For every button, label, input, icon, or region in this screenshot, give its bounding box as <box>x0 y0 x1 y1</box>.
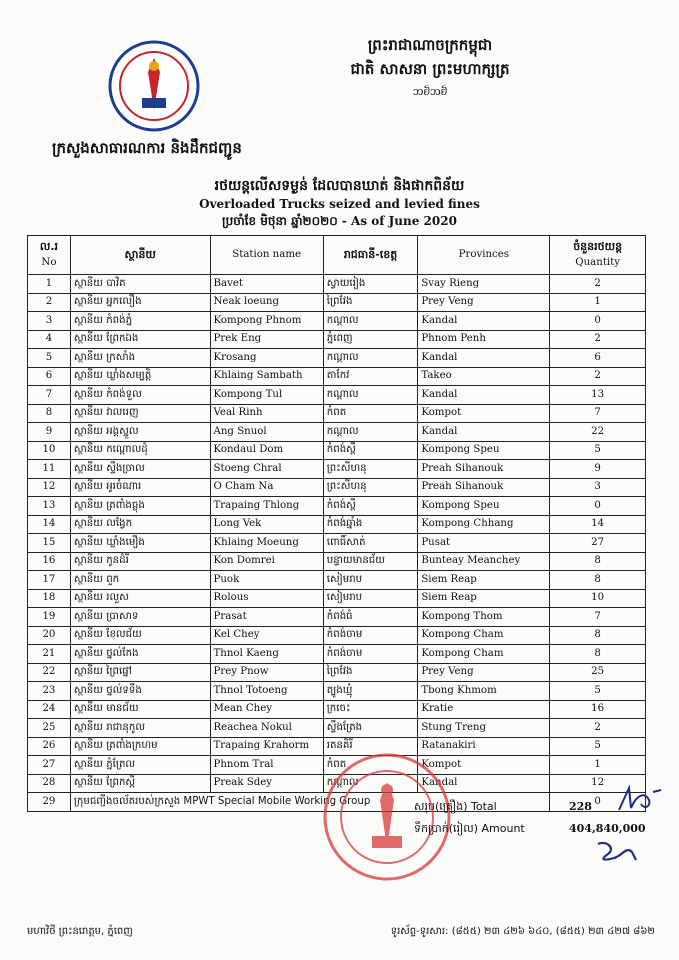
total-value: 228 <box>569 800 592 813</box>
quantity-cell: 8 <box>550 552 646 571</box>
province-en-cell: Kandal <box>418 423 550 442</box>
row-no: 18 <box>28 589 71 608</box>
station-kh-cell: ស្ថានីយ ឃ្លាំងសម្បត្តិ <box>70 367 210 386</box>
table-row <box>28 626 646 645</box>
station-en-cell: Khlaing Moeung <box>210 534 323 553</box>
station-kh-cell: ស្ថានីយ ពួក <box>70 571 210 590</box>
station-kh-cell: ស្ថានីយ ឃ្លាំងមឿង <box>70 534 210 553</box>
table-row <box>28 386 646 405</box>
province-en-cell: Kompong Speu <box>418 441 550 460</box>
province-kh-cell: សៀមរាប <box>323 571 418 590</box>
row-no: 2 <box>28 293 71 312</box>
table-row <box>28 719 646 738</box>
quantity-cell: 27 <box>550 534 646 553</box>
province-kh-cell: កណ្តាល <box>323 423 418 442</box>
station-kh-cell: ស្ថានីយ កំពង់ភ្នំ <box>70 312 210 331</box>
footer-address: មហាវិថី ព្រះនរោត្តម, ភ្នំពេញ <box>27 926 133 937</box>
station-en-cell: Veal Rinh <box>210 404 323 423</box>
row-no: 6 <box>28 367 71 386</box>
province-kh-cell: កំពង់ស្ពឺ <box>323 497 418 516</box>
province-kh-cell: បន្ទាយមានជ័យ <box>323 552 418 571</box>
station-en-cell: Reachea Nokul <box>210 719 323 738</box>
mobile-group-cell: ក្រុមជញ្ជីងចល័តរបស់ក្រសួង MPWT Special Mobile Working Group <box>70 793 549 812</box>
station-kh-cell: ស្ថានីយ ព្រែកស្តី <box>70 774 210 793</box>
row-no: 21 <box>28 645 71 664</box>
ministry-name: ក្រសួងសាធារណការ និងដឹកជញ្ជូន <box>52 139 242 157</box>
province-en-cell: Kompong Cham <box>418 645 550 664</box>
station-en-cell: Kondaul Dom <box>210 441 323 460</box>
table-row <box>28 663 646 682</box>
station-en-cell: Prasat <box>210 608 323 627</box>
row-no: 12 <box>28 478 71 497</box>
amount-row <box>414 818 654 840</box>
station-kh-cell: ស្ថានីយ មានជ័យ <box>70 700 210 719</box>
row-no: 8 <box>28 404 71 423</box>
station-en-cell: Phnom Tral <box>210 756 323 775</box>
station-en-cell: Prey Pnow <box>210 663 323 682</box>
quantity-cell: 1 <box>550 756 646 775</box>
province-kh-cell: រតនគិរី <box>323 737 418 756</box>
province-en-cell: Svay Rieng <box>418 275 550 294</box>
station-en-cell: Thnol Kaeng <box>210 645 323 664</box>
province-en-cell: Preah Sihanouk <box>418 478 550 497</box>
footer-phone: ទូរស័ព្ទ-ទូរសារ: (៨៥៥) ២៣ ៤២៦ ៦៤០, (៨៥៥) ២៣ ៤២៧ ៨៦២ <box>390 926 655 937</box>
row-no: 10 <box>28 441 71 460</box>
quantity-cell: 2 <box>550 367 646 386</box>
station-en-cell: O Cham Na <box>210 478 323 497</box>
province-en-cell: Kompong Thom <box>418 608 550 627</box>
quantity-cell: 2 <box>550 719 646 738</box>
station-kh-cell: ស្ថានីយ កូនដំរី <box>70 552 210 571</box>
row-no: 13 <box>28 497 71 516</box>
header-station-en: Station name <box>210 236 323 275</box>
station-kh-cell: ស្ថានីយ អង្គស្នួល <box>70 423 210 442</box>
quantity-cell: 7 <box>550 608 646 627</box>
quantity-cell: 12 <box>550 774 646 793</box>
header-station-kh: ស្ថានីយ <box>70 236 210 275</box>
province-en-cell: Kompot <box>418 756 550 775</box>
province-kh-cell: កំពង់ធំ <box>323 608 418 627</box>
station-kh-cell: ស្ថានីយ ស្ទឹងច្រាល <box>70 460 210 479</box>
province-en-cell: Kompong Chhang <box>418 515 550 534</box>
station-kh-cell: ស្ថានីយ អូរចំណារ <box>70 478 210 497</box>
station-en-cell: Trapaing Krahorm <box>210 737 323 756</box>
row-no: 22 <box>28 663 71 682</box>
station-kh-cell: ស្ថានីយ រាជានុកូល <box>70 719 210 738</box>
station-en-cell: Long Vek <box>210 515 323 534</box>
province-kh-cell: កណ្តាល <box>323 386 418 405</box>
row-no: 9 <box>28 423 71 442</box>
table-row <box>28 423 646 442</box>
province-en-cell: Bunteay Meanchey <box>418 552 550 571</box>
province-en-cell: Stung Treng <box>418 719 550 738</box>
province-kh-cell: កំពត <box>323 404 418 423</box>
table-row <box>28 515 646 534</box>
station-kh-cell: ស្ថានីយ កំពង់ទួល <box>70 386 210 405</box>
province-kh-cell: ព្រៃវែង <box>323 663 418 682</box>
row-no: 23 <box>28 682 71 701</box>
station-en-cell: Krosang <box>210 349 323 368</box>
province-kh-cell: តាកែវ <box>323 367 418 386</box>
table-row <box>28 330 646 349</box>
station-kh-cell: ស្ថានីយ ព្រៃផ្នៅ <box>70 663 210 682</box>
table-row <box>28 552 646 571</box>
province-kh-cell: ព្រះសីហនុ <box>323 460 418 479</box>
table-row <box>28 645 646 664</box>
province-kh-cell: សៀមរាប <box>323 589 418 608</box>
quantity-cell: 5 <box>550 441 646 460</box>
station-kh-cell: ស្ថានីយ ប្រាសាទ <box>70 608 210 627</box>
station-en-cell: Ang Snuol <box>210 423 323 442</box>
province-en-cell: Kandal <box>418 774 550 793</box>
quantity-cell: 14 <box>550 515 646 534</box>
station-en-cell: Kon Domrei <box>210 552 323 571</box>
report-period: ប្រចាំខែ មិថុនា ឆ្នាំ២០២០ - As of June 2020 <box>222 214 457 228</box>
table-row <box>28 497 646 516</box>
station-en-cell: Khlaing Sambath <box>210 367 323 386</box>
quantity-cell: 8 <box>550 571 646 590</box>
row-no: 19 <box>28 608 71 627</box>
station-kh-cell: ស្ថានីយ ភ្នំត្រែល <box>70 756 210 775</box>
row-no: 27 <box>28 756 71 775</box>
station-kh-cell: ស្ថានីយ ខែលជ័យ <box>70 626 210 645</box>
province-en-cell: Kandal <box>418 386 550 405</box>
province-en-cell: Kompong Speu <box>418 497 550 516</box>
table-row <box>28 460 646 479</box>
table-row <box>28 608 646 627</box>
station-en-cell: Stoeng Chral <box>210 460 323 479</box>
province-kh-cell: ព្រៃវែង <box>323 293 418 312</box>
station-en-cell: Preak Sdey <box>210 774 323 793</box>
province-kh-cell: កំពង់ចាម <box>323 626 418 645</box>
province-kh-cell: កំពង់ឆ្នាំង <box>323 515 418 534</box>
quantity-cell: 16 <box>550 700 646 719</box>
station-en-cell: Trapaing Thlong <box>210 497 323 516</box>
table-row <box>28 367 646 386</box>
trucks-table <box>27 235 646 812</box>
national-motto: ជាតិ សាសនា ព្រះមហាក្សត្រ <box>350 60 510 78</box>
province-kh-cell: ពោធិ៍សាត់ <box>323 534 418 553</box>
station-kh-cell: ស្ថានីយ កណ្តោលដុំ <box>70 441 210 460</box>
quantity-cell: 25 <box>550 663 646 682</box>
table-header-row <box>28 236 646 275</box>
province-en-cell: Kratie <box>418 700 550 719</box>
amount-value: 404,840,000 <box>569 822 646 835</box>
quantity-cell: 8 <box>550 645 646 664</box>
quantity-cell: 8 <box>550 626 646 645</box>
station-kh-cell: ស្ថានីយ ត្រពាំងក្រហម <box>70 737 210 756</box>
header-province-en: Provinces <box>418 236 550 275</box>
row-no: 26 <box>28 737 71 756</box>
province-en-cell: Phnom Penh <box>418 330 550 349</box>
table-row <box>28 312 646 331</box>
station-en-cell: Kompong Tul <box>210 386 323 405</box>
report-title-khmer: រថយន្តលើសទម្ងន់ ដែលបានឃាត់ និងផាកពិន័យ <box>214 178 465 194</box>
station-en-cell: Neak loeung <box>210 293 323 312</box>
table-row <box>28 293 646 312</box>
row-no: 14 <box>28 515 71 534</box>
province-en-cell: Tbong Khmom <box>418 682 550 701</box>
table-row <box>28 478 646 497</box>
row-no: 29 <box>28 793 71 812</box>
kingdom-title: ព្រះរាជាណាចក្រកម្ពុជា <box>367 36 493 54</box>
report-title-english: Overloaded Trucks seized and levied fines <box>199 197 480 211</box>
station-kh-cell: ស្ថានីយ បាវិត <box>70 275 210 294</box>
table-row <box>28 534 646 553</box>
quantity-cell: 0 <box>550 497 646 516</box>
province-kh-cell: កំពត <box>323 756 418 775</box>
table-row <box>28 275 646 294</box>
row-no: 17 <box>28 571 71 590</box>
row-no: 20 <box>28 626 71 645</box>
station-kh-cell: ស្ថានីយ ព្រែកឯង <box>70 330 210 349</box>
station-kh-cell: ស្ថានីយ ថ្នល់កែង <box>70 645 210 664</box>
row-no: 4 <box>28 330 71 349</box>
station-en-cell: Prek Eng <box>210 330 323 349</box>
row-no: 15 <box>28 534 71 553</box>
signature-initial <box>592 838 642 864</box>
row-no: 3 <box>28 312 71 331</box>
station-kh-cell: ស្ថានីយ ក្រសាំង <box>70 349 210 368</box>
station-kh-cell: ស្ថានីយ ត្រពាំងធ្លុង <box>70 497 210 516</box>
province-kh-cell: ក្រចេះ <box>323 700 418 719</box>
province-kh-cell: ព្រះសីហនុ <box>323 478 418 497</box>
province-kh-cell: កណ្តាល <box>323 312 418 331</box>
station-en-cell: Thnol Totoeng <box>210 682 323 701</box>
station-en-cell: Mean Chey <box>210 700 323 719</box>
station-en-cell: Kompong Phnom <box>210 312 323 331</box>
quantity-cell: 2 <box>550 330 646 349</box>
quantity-cell: 5 <box>550 682 646 701</box>
table-row <box>28 571 646 590</box>
province-en-cell: Kandal <box>418 349 550 368</box>
province-en-cell: Takeo <box>418 367 550 386</box>
province-en-cell: Kandal <box>418 312 550 331</box>
header-no: ល.រ No <box>28 236 71 275</box>
station-kh-cell: ស្ថានីយ ថ្នល់ទទឹង <box>70 682 210 701</box>
ornament-divider: ᦘᦚᦘᦚ <box>412 84 448 99</box>
station-en-cell: Kel Chey <box>210 626 323 645</box>
station-kh-cell: ស្ថានីយ លង្វែក <box>70 515 210 534</box>
station-kh-cell: ស្ថានីយ អ្នកលឿង <box>70 293 210 312</box>
quantity-cell: 7 <box>550 404 646 423</box>
table-row <box>28 682 646 701</box>
table-row <box>28 441 646 460</box>
quantity-cell: 9 <box>550 460 646 479</box>
handwritten-mark <box>615 784 665 814</box>
province-kh-cell: កំពង់ស្ពឺ <box>323 441 418 460</box>
header-province-kh: រាជធានី-ខេត្ត <box>323 236 418 275</box>
quantity-cell: 2 <box>550 275 646 294</box>
quantity-cell: 1 <box>550 293 646 312</box>
province-en-cell: Kompot <box>418 404 550 423</box>
row-no: 28 <box>28 774 71 793</box>
province-kh-cell: ភ្នំពេញ <box>323 330 418 349</box>
quantity-cell: 3 <box>550 478 646 497</box>
station-kh-cell: ស្ថានីយ រលួស <box>70 589 210 608</box>
quantity-cell: 6 <box>550 349 646 368</box>
station-kh-cell: ស្ថានីយ វាលរេញ <box>70 404 210 423</box>
quantity-cell: 5 <box>550 737 646 756</box>
row-no: 5 <box>28 349 71 368</box>
row-no: 1 <box>28 275 71 294</box>
province-kh-cell: កណ្តាល <box>323 774 418 793</box>
row-no: 16 <box>28 552 71 571</box>
table-row <box>28 700 646 719</box>
province-en-cell: Prey Veng <box>418 293 550 312</box>
amount-label: ទឹកប្រាក់(រៀល) Amount <box>414 822 525 835</box>
province-kh-cell: ស្វាយរៀង <box>323 275 418 294</box>
quantity-cell: 10 <box>550 589 646 608</box>
ministry-logo <box>108 40 200 132</box>
table-row <box>28 589 646 608</box>
row-no: 11 <box>28 460 71 479</box>
row-no: 25 <box>28 719 71 738</box>
province-en-cell: Kompong Cham <box>418 626 550 645</box>
row-no: 24 <box>28 700 71 719</box>
station-en-cell: Puok <box>210 571 323 590</box>
total-label: សរុប(គ្រឿង) Total <box>414 800 497 813</box>
province-en-cell: Siem Reap <box>418 571 550 590</box>
station-en-cell: Bavet <box>210 275 323 294</box>
quantity-cell: 13 <box>550 386 646 405</box>
row-no: 7 <box>28 386 71 405</box>
table-row <box>28 349 646 368</box>
station-en-cell: Rolous <box>210 589 323 608</box>
province-en-cell: Preah Sihanouk <box>418 460 550 479</box>
province-kh-cell: កំពង់ចាម <box>323 645 418 664</box>
province-en-cell: Siem Reap <box>418 589 550 608</box>
table-row <box>28 404 646 423</box>
quantity-cell: 0 <box>550 793 646 812</box>
province-en-cell: Prey Veng <box>418 663 550 682</box>
province-kh-cell: កណ្តាល <box>323 349 418 368</box>
province-en-cell: Ratanakiri <box>418 737 550 756</box>
quantity-cell: 22 <box>550 423 646 442</box>
quantity-cell: 0 <box>550 312 646 331</box>
province-kh-cell: ត្បូងឃ្មុំ <box>323 682 418 701</box>
header-quantity: ចំនួនរថយន្ត Quantity <box>550 236 646 275</box>
province-en-cell: Pusat <box>418 534 550 553</box>
province-kh-cell: ស្ទឹងត្រែង <box>323 719 418 738</box>
